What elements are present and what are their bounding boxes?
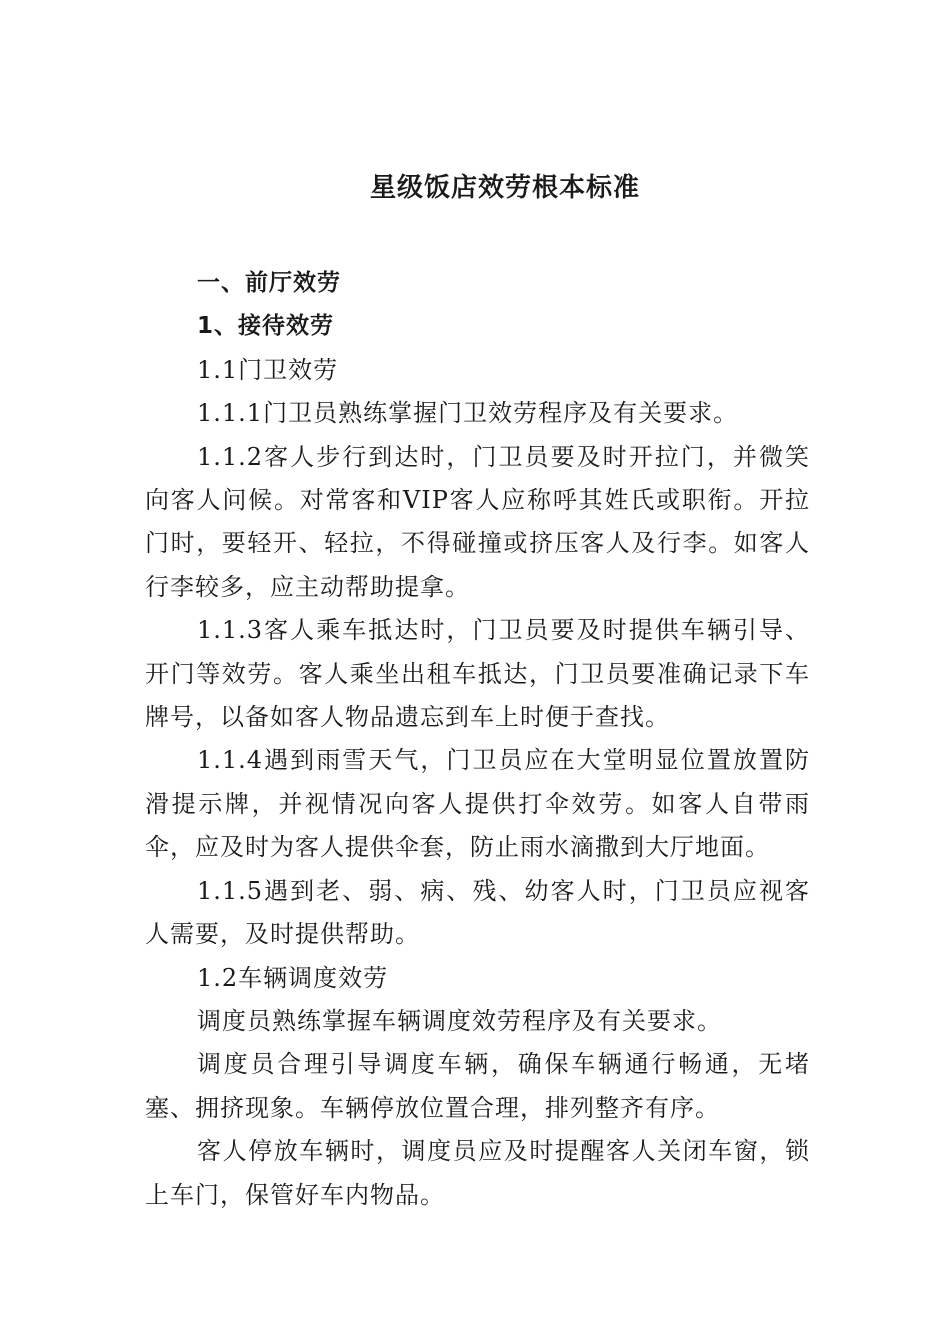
paragraph-1-1-3: 1.1.3客人乘车抵达时，门卫员要及时提供车辆引导、开门等效劳。客人乘坐出租车抵达，门卫员要准确记录下车牌号，以备如客人物品遗忘到车上时便于查找。 <box>145 616 810 732</box>
clause-heading-doorman-service: 1.1门卫效劳 <box>197 355 339 384</box>
document-body <box>145 262 810 1217</box>
subsection-heading-reception: 1、接待效劳 <box>197 313 335 340</box>
paragraph-1-1-1: 1.1.1门卫员熟练掌握门卫效劳程序及有关要求。 <box>197 399 739 428</box>
paragraph-1-1-5: 1.1.5遇到老、弱、病、残、幼客人时，门卫员应视客人需要，及时提供帮助。 <box>145 876 810 949</box>
paragraph-dispatch-1: 调度员熟练掌握车辆调度效劳程序及有关要求。 <box>197 1006 722 1035</box>
section-heading-front-office: 一、前厅效劳 <box>197 270 341 296</box>
paragraph-1-1-4: 1.1.4遇到雨雪天气，门卫员应在大堂明显位置放置防滑提示牌，并视情况向客人提供打伞效劳。如客人自带雨伞，应及时为客人提供伞套，防止雨水滴撒到大厅地面。 <box>145 746 810 862</box>
paragraph-1-1-2: 1.1.2客人步行到达时，门卫员要及时开拉门，并微笑向客人问候。对常客和VIP客人应称呼其姓氏或职衔。开拉门时，要轻开、轻拉，不得碰撞或挤压客人及行李。如客人行李较多，应主动帮助提拿。 <box>145 442 810 601</box>
paragraph-dispatch-2: 调度员合理引导调度车辆，确保车辆通行畅通，无堵塞、拥挤现象。车辆停放位置合理，排列整齐有序。 <box>145 1050 810 1122</box>
document-title: 星级饭店效劳根本标准 <box>369 173 640 203</box>
clause-heading-vehicle-dispatch: 1.2车辆调度效劳 <box>197 963 389 992</box>
paragraph-dispatch-3: 客人停放车辆时，调度员应及时提醒客人关闭车窗，锁上车门，保管好车内物品。 <box>145 1137 810 1209</box>
